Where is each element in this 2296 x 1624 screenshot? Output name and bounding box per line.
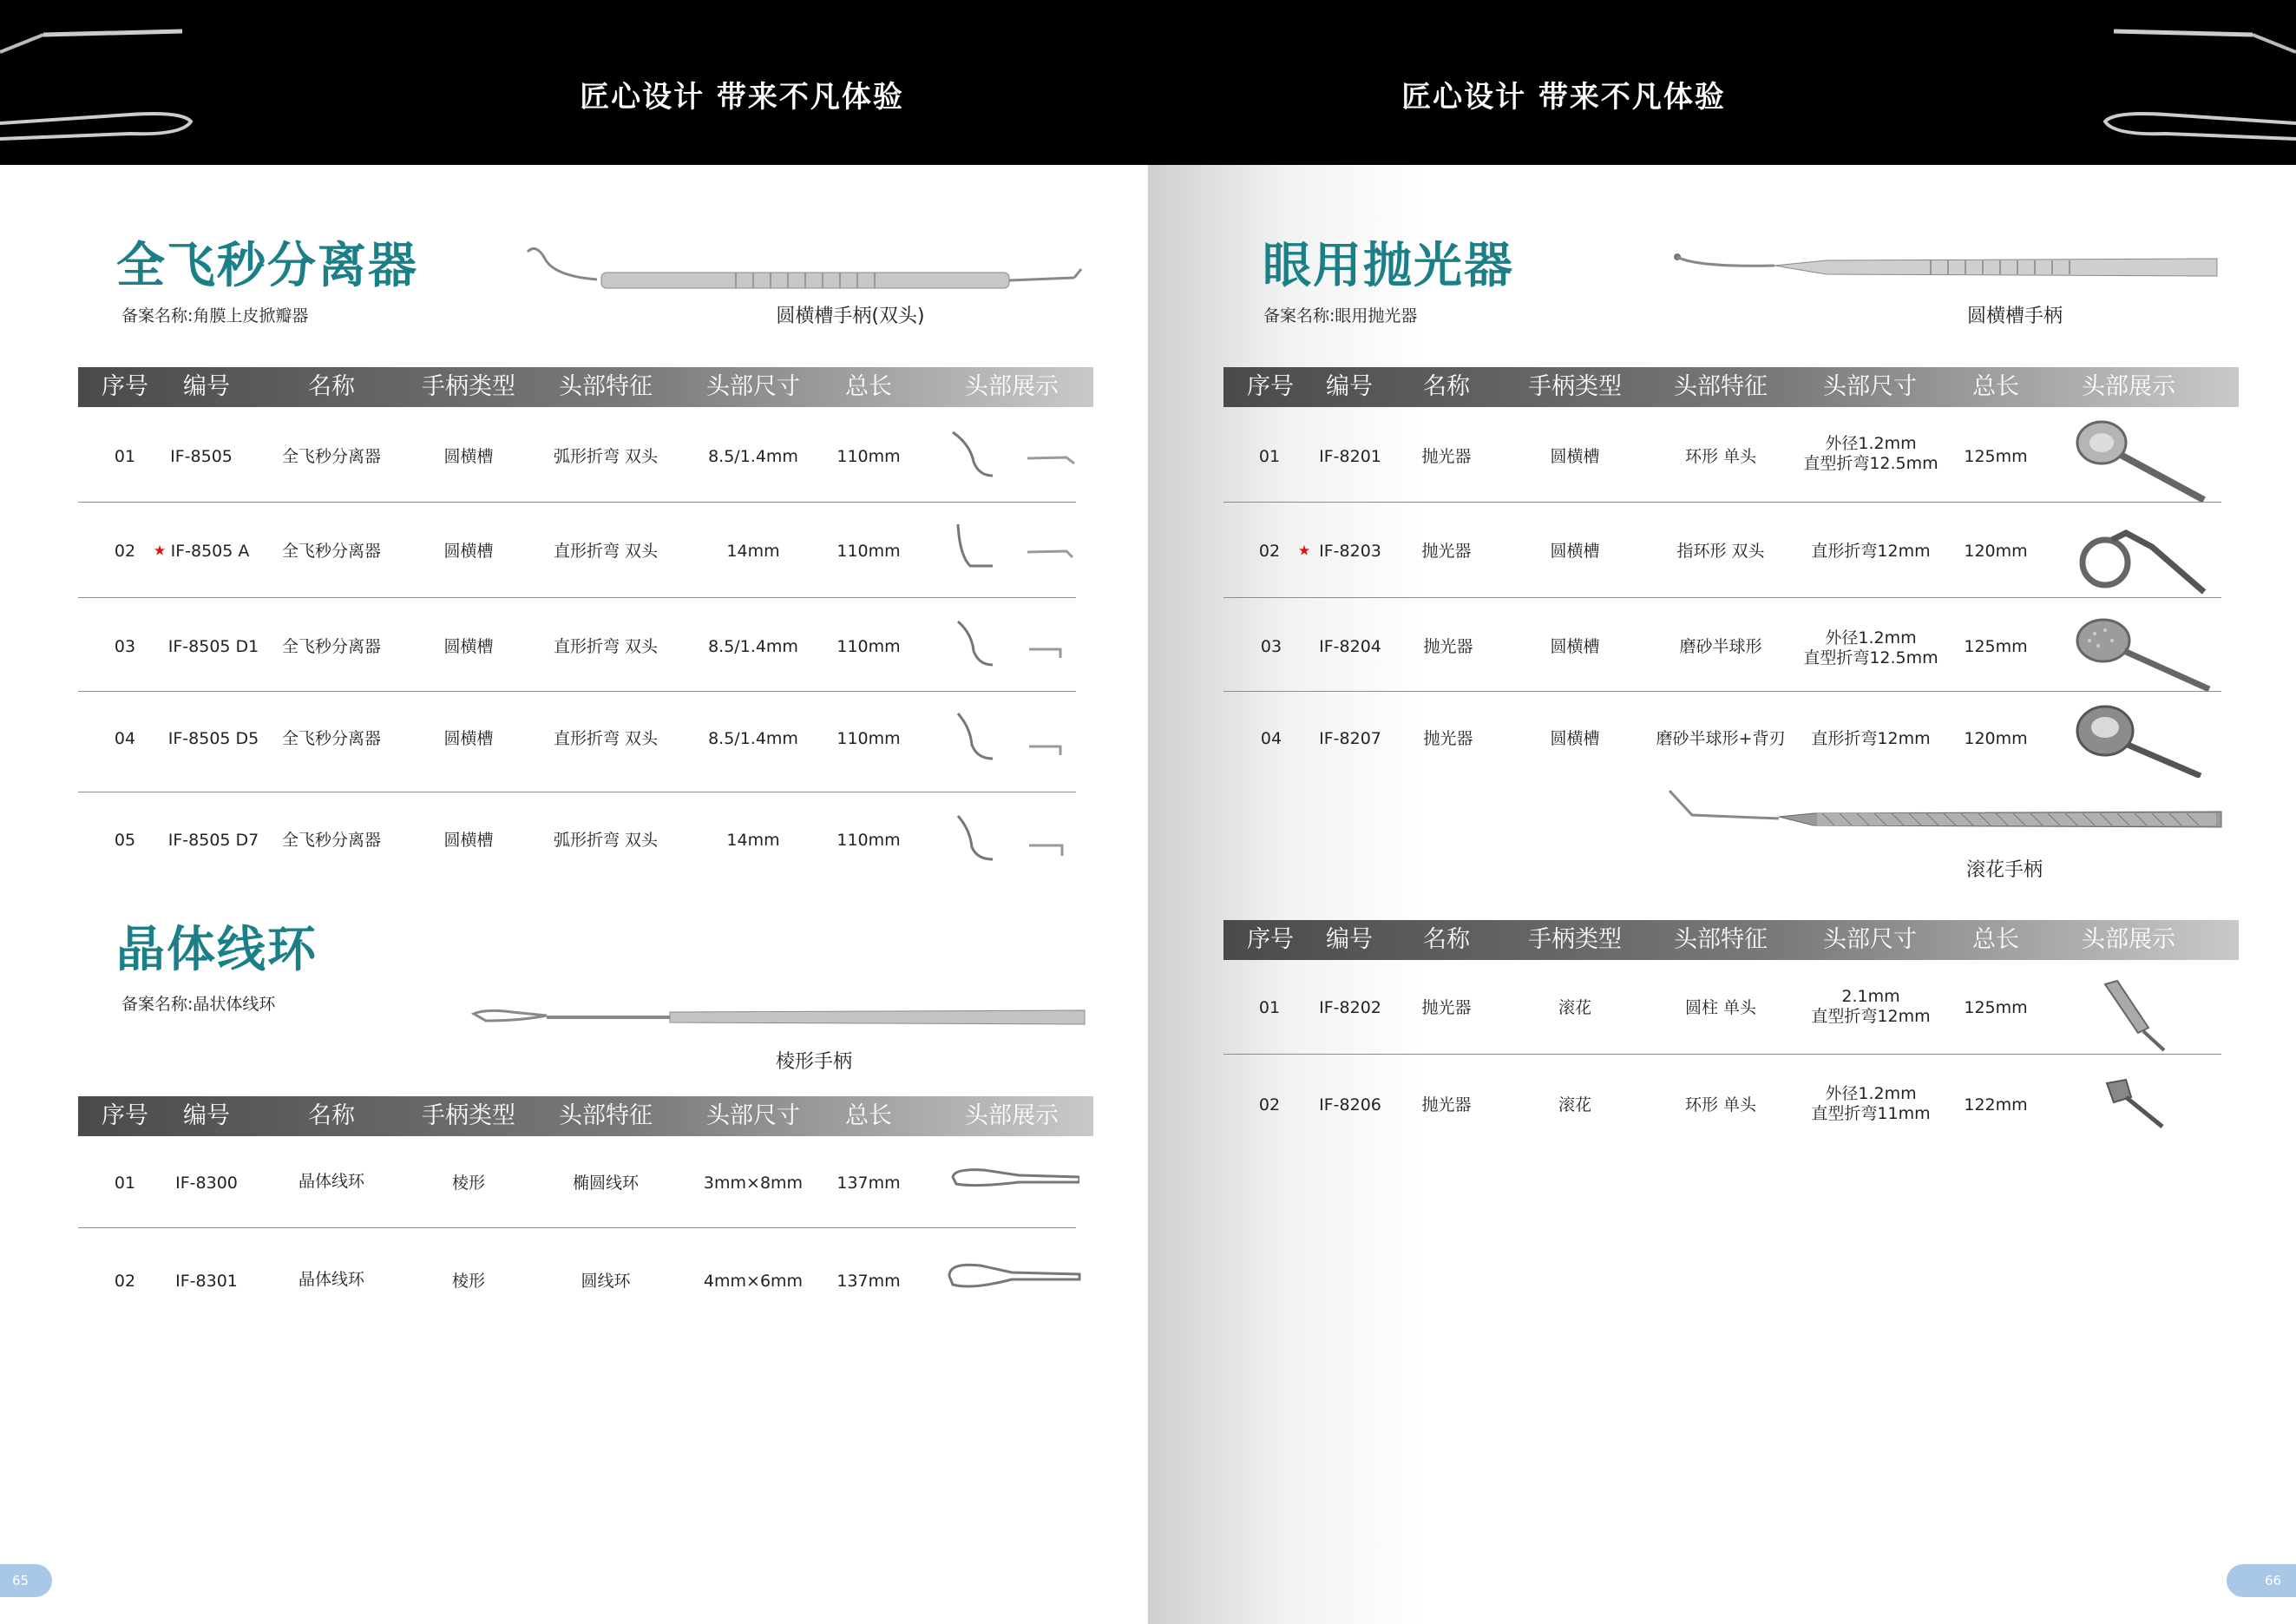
cell-no: 04 (1260, 729, 1282, 749)
row-divider (1223, 502, 2221, 503)
cell-size: 14mm (726, 831, 780, 851)
col-head-display: 头部展示 (965, 1102, 1059, 1129)
cell-handle: 圆横槽 (1550, 729, 1600, 749)
cell-code: IF-8505 (170, 447, 233, 467)
page-number-right: 66 (2265, 1573, 2282, 1588)
cell-handle: 圆横槽 (443, 831, 494, 851)
col-name: 名称 (1423, 926, 1470, 953)
cell-size: 4mm×6mm (703, 1272, 804, 1292)
col-length: 总长 (845, 373, 892, 400)
row-divider (1223, 691, 2221, 692)
col-name: 名称 (1423, 373, 1470, 400)
head-display-image (946, 1257, 1081, 1295)
section-title-lens-loop: 晶体线环 (116, 922, 318, 978)
cell-code: IF-8300 (175, 1174, 238, 1193)
cell-length: 125mm (1964, 998, 2028, 1018)
polisher-handle-image (1670, 241, 2226, 285)
cell-code: IF-8505 D5 (167, 729, 259, 749)
cell-name: 抛光器 (1421, 447, 1472, 467)
col-handle: 手柄类型 (1528, 373, 1622, 400)
cell-name: 全飞秒分离器 (281, 729, 382, 749)
head-display-image (2074, 615, 2221, 693)
col-code: 编号 (183, 373, 230, 400)
col-feature: 头部特征 (1674, 926, 1768, 953)
row-divider (78, 691, 1076, 692)
col-handle: 手柄类型 (1528, 926, 1622, 953)
cell-size-line1: 外径1.2mm (1825, 628, 1917, 648)
cell-name: 晶体线环 (298, 1172, 365, 1192)
cell-size-line1: 2.1mm (1841, 987, 1900, 1007)
cell-feature: 圆线环 (581, 1272, 631, 1292)
head-display-image (2091, 979, 2187, 1054)
cell-length: 122mm (1964, 1095, 2028, 1115)
row-divider (1223, 597, 2221, 598)
head-display-image (2074, 521, 2221, 599)
cell-feature: 环形 单头 (1684, 1095, 1757, 1115)
knurled-handle-image (1666, 786, 2230, 838)
cell-size: 14mm (726, 542, 780, 562)
col-length: 总长 (1972, 926, 2019, 953)
lens-loop-handle-image (469, 998, 1093, 1042)
cell-length: 125mm (1964, 637, 2028, 657)
cell-handle: 圆横槽 (443, 729, 494, 749)
cell-name: 抛光器 (1421, 998, 1472, 1018)
cell-name: 全飞秒分离器 (281, 637, 382, 657)
cell-no: 05 (114, 831, 136, 851)
head-display-image (949, 521, 1079, 582)
cell-code: IF-8207 (1319, 729, 1381, 749)
cell-code: IF-8301 (175, 1272, 238, 1292)
cell-feature: 椭圆线环 (572, 1174, 640, 1193)
cell-handle: 棱形 (451, 1272, 486, 1292)
col-size: 头部尺寸 (1823, 926, 1917, 953)
head-display-image (949, 811, 1079, 871)
cell-size: 直形折弯12mm (1811, 729, 1931, 749)
cell-code: IF-8203 (1319, 542, 1381, 562)
col-feature: 头部特征 (559, 373, 653, 400)
col-feature: 头部特征 (1674, 373, 1768, 400)
cell-no: 01 (114, 1174, 136, 1193)
head-display-image (949, 1163, 1079, 1198)
cell-no: 04 (114, 729, 136, 749)
cell-code: IF-8505 D7 (167, 831, 259, 851)
cell-code: IF-8505 A (170, 542, 250, 562)
col-size: 头部尺寸 (706, 373, 800, 400)
cell-name: 抛光器 (1423, 729, 1473, 749)
head-display-image (949, 427, 1079, 488)
cell-name: 抛光器 (1421, 1095, 1472, 1115)
col-length: 总长 (845, 1102, 892, 1129)
cell-length: 137mm (836, 1174, 901, 1193)
col-name: 名称 (308, 373, 355, 400)
cell-code: IF-8204 (1319, 637, 1381, 657)
cell-length: 125mm (1964, 447, 2028, 467)
col-head-display: 头部展示 (965, 373, 1059, 400)
row-divider (78, 1227, 1076, 1228)
cell-length: 137mm (836, 1272, 901, 1292)
handle-caption-rhombic: 棱形手柄 (775, 1051, 852, 1073)
star-icon: ★ (153, 542, 167, 559)
col-handle: 手柄类型 (422, 1102, 515, 1129)
section-title-polisher: 眼用抛光器 (1263, 238, 1514, 294)
cell-code: IF-8206 (1319, 1095, 1381, 1115)
cell-size: 8.5/1.4mm (708, 729, 798, 749)
cell-size-line1: 外径1.2mm (1825, 434, 1917, 454)
row-divider (78, 502, 1076, 503)
cell-size: 3mm×8mm (703, 1174, 804, 1193)
col-code: 编号 (183, 1102, 230, 1129)
registration-name: 备案名称:眼用抛光器 (1263, 306, 1418, 325)
cell-feature: 弧形折弯 双头 (553, 831, 659, 851)
cell-length: 120mm (1964, 542, 2028, 562)
col-length: 总长 (1972, 373, 2019, 400)
slogan-left: 匠心设计 带来不凡体验 (580, 80, 904, 115)
cell-size: 8.5/1.4mm (708, 637, 798, 657)
col-head-display: 头部展示 (2082, 373, 2175, 400)
cell-feature: 磨砂半球形 (1679, 637, 1762, 657)
cell-size-line2: 直型折弯11mm (1811, 1104, 1931, 1124)
cell-size-line2: 直型折弯12mm (1811, 1007, 1931, 1027)
col-size: 头部尺寸 (1823, 373, 1917, 400)
head-display-image (949, 708, 1079, 769)
cell-feature: 指环形 双头 (1676, 542, 1765, 562)
col-code: 编号 (1326, 926, 1373, 953)
cell-handle: 圆横槽 (1550, 637, 1600, 657)
col-size: 头部尺寸 (706, 1102, 800, 1129)
table-header-knurled-polisher (1223, 920, 2239, 960)
cell-handle: 圆横槽 (1550, 542, 1600, 562)
cell-handle: 圆横槽 (443, 447, 494, 467)
cell-feature: 圆柱 单头 (1684, 998, 1757, 1018)
cell-no: 02 (1258, 542, 1281, 562)
col-handle: 手柄类型 (422, 373, 515, 400)
cell-no: 02 (114, 1272, 136, 1292)
cell-size-line1: 外径1.2mm (1825, 1084, 1917, 1104)
cell-feature: 弧形折弯 双头 (553, 447, 659, 467)
cell-length: 110mm (836, 637, 901, 657)
cell-handle: 滚花 (1558, 1095, 1592, 1115)
row-divider (78, 597, 1076, 598)
cell-name: 全飞秒分离器 (281, 831, 382, 851)
cell-name: 全飞秒分离器 (281, 447, 382, 467)
cell-no: 03 (1260, 637, 1282, 657)
head-display-image (949, 616, 1079, 677)
table-header-femto (78, 367, 1093, 407)
star-icon: ★ (1297, 542, 1311, 559)
cell-no: 01 (114, 447, 136, 467)
cell-length: 120mm (1964, 729, 2028, 749)
cell-length: 110mm (836, 447, 901, 467)
slogan-right: 匠心设计 带来不凡体验 (1401, 80, 1726, 115)
cell-feature: 直形折弯 双头 (553, 729, 659, 749)
col-no: 序号 (102, 373, 148, 400)
cell-feature: 环形 单头 (1684, 447, 1757, 467)
table-header-polisher (1223, 367, 2239, 407)
col-no: 序号 (1247, 926, 1294, 953)
cell-name: 晶体线环 (298, 1270, 365, 1290)
head-display-image (2074, 700, 2221, 778)
row-divider (1223, 1054, 2221, 1055)
cell-handle: 棱形 (451, 1174, 486, 1193)
cell-feature: 直形折弯 双头 (553, 542, 659, 562)
cell-no: 01 (1258, 998, 1281, 1018)
cell-length: 110mm (836, 831, 901, 851)
col-no: 序号 (102, 1102, 148, 1129)
cell-size: 8.5/1.4mm (708, 447, 798, 467)
cell-name: 全飞秒分离器 (281, 542, 382, 562)
col-feature: 头部特征 (559, 1102, 653, 1129)
table-header-lens-loop (78, 1096, 1093, 1136)
cell-size: 直形折弯12mm (1811, 542, 1931, 562)
col-head-display: 头部展示 (2082, 926, 2175, 953)
col-no: 序号 (1247, 373, 1294, 400)
cell-code: IF-8505 D1 (167, 637, 259, 657)
cell-size-line2: 直型折弯12.5mm (1803, 648, 1938, 668)
corner-instrument-top-right (2088, 17, 2296, 156)
handle-caption-femto: 圆横槽手柄(双头) (776, 306, 925, 327)
cell-handle: 圆横槽 (1550, 447, 1600, 467)
cell-no: 03 (114, 637, 136, 657)
col-code: 编号 (1326, 373, 1373, 400)
cell-length: 110mm (836, 542, 901, 562)
cell-no: 02 (1258, 1095, 1281, 1115)
cell-no: 01 (1258, 447, 1281, 467)
handle-caption-round-groove: 圆横槽手柄 (1966, 306, 2063, 327)
header-band (0, 0, 2296, 165)
registration-name: 备案名称:角膜上皮掀瓣器 (121, 306, 309, 325)
corner-instrument-top-left (0, 17, 208, 156)
cell-name: 抛光器 (1421, 542, 1472, 562)
cell-no: 02 (114, 542, 136, 562)
head-display-image (2074, 420, 2221, 503)
cell-feature: 磨砂半球形+背刃 (1656, 729, 1786, 749)
section-title-femto-separator: 全飞秒分离器 (116, 238, 418, 294)
cell-handle: 圆横槽 (443, 637, 494, 657)
cell-name: 抛光器 (1423, 637, 1473, 657)
page-number-tab-right (2227, 1564, 2296, 1597)
cell-code: IF-8202 (1319, 998, 1381, 1018)
handle-caption-knurled: 滚花手柄 (1965, 859, 2043, 881)
cell-size-line2: 直型折弯12.5mm (1803, 454, 1938, 474)
col-name: 名称 (308, 1102, 355, 1129)
cell-handle: 滚花 (1558, 998, 1592, 1018)
cell-feature: 直形折弯 双头 (553, 637, 659, 657)
femto-separator-handle-image (519, 234, 1092, 304)
cell-code: IF-8201 (1319, 447, 1381, 467)
cell-handle: 圆横槽 (443, 542, 494, 562)
cell-length: 110mm (836, 729, 901, 749)
page-number-left: 65 (12, 1573, 30, 1588)
registration-name: 备案名称:晶状体线环 (121, 995, 276, 1014)
head-display-image (2100, 1076, 2187, 1132)
